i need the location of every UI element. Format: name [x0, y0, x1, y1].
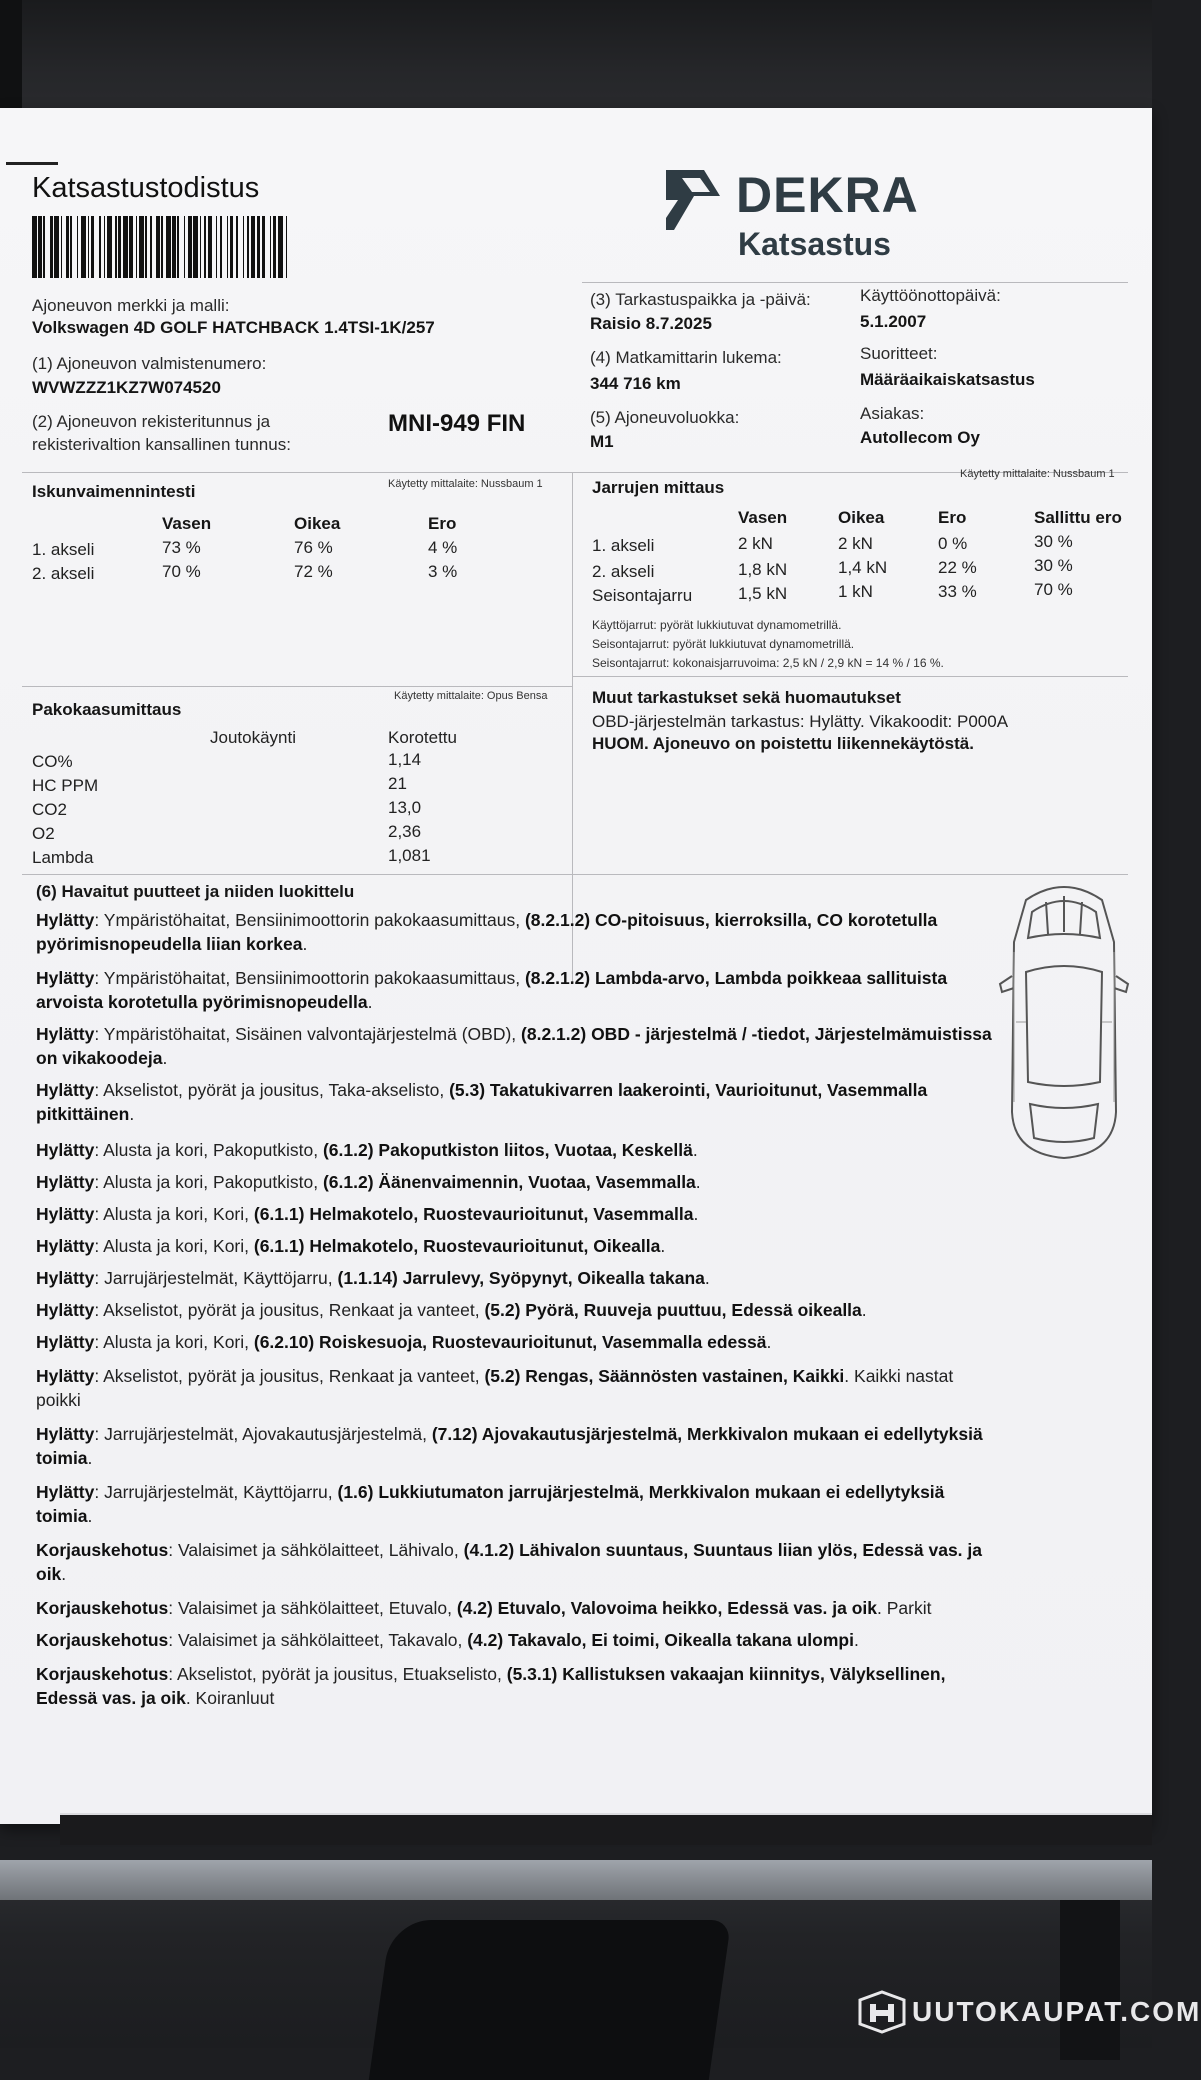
- defect-detail: (6.2.10) Roiskesuoja, Ruostevaurioitunut, Vasemmalla edessä: [253, 1332, 767, 1352]
- shock-test-device: Käytetty mittalaite: Nussbaum 1: [388, 478, 543, 490]
- watermark-text: UUTOKAUPAT.COM: [912, 1996, 1201, 2027]
- defect-remark: .: [693, 1204, 699, 1224]
- defect-remark: .: [87, 1448, 93, 1468]
- brake-col-allowed: Sallittu ero: [1034, 508, 1122, 527]
- defect-remark: .: [766, 1332, 772, 1352]
- defect-remark: . Kaikki nastat poikki: [36, 1366, 954, 1410]
- shock-axle: 2. akseli: [32, 564, 95, 583]
- exhaust-name: HC PPM: [32, 776, 99, 795]
- divider: [572, 676, 1128, 677]
- exhaust-col-high: Korotettu: [388, 728, 457, 747]
- barcode: [32, 216, 512, 278]
- defect-item: [36, 1022, 996, 1070]
- defect-category: : Alusta ja kori, Kori,: [94, 1332, 254, 1352]
- shock-left: 70 %: [162, 562, 201, 581]
- brake-test-title: Jarrujen mittaus: [592, 478, 725, 497]
- defect-item: [36, 1266, 996, 1290]
- defects-title: (6) Havaitut puutteet ja niiden luokittelu: [36, 882, 355, 901]
- performance-value: Määräaikaiskatsastus: [860, 370, 1035, 389]
- defect-category: : Akselistot, pyörät ja jousitus, Taka-akselisto,: [94, 1080, 450, 1100]
- defect-detail: (8.2.1.2) Lambda-arvo, Lambda poikkeaa sallituista arvoista korotetulla pyörimisnopeudella: [36, 968, 948, 1012]
- reg-label-line1: (2) Ajoneuvon rekisteritunnus ja: [32, 412, 271, 431]
- place-value: Raisio 8.7.2025: [590, 314, 712, 333]
- defect-status: Korjauskehotus: [36, 1540, 169, 1560]
- brake-axle: 2. akseli: [592, 562, 655, 581]
- place-label: (3) Tarkastuspaikka ja -päivä:: [590, 290, 811, 309]
- exhaust-name: O2: [32, 824, 55, 843]
- brake-diff: 0 %: [938, 534, 968, 553]
- defect-item: [36, 1480, 996, 1528]
- brake-diff: 33 %: [938, 582, 977, 601]
- shock-right: 76 %: [294, 538, 333, 557]
- defect-remark: .: [302, 934, 308, 954]
- defect-detail: (4.2) Etuvalo, Valovoima heikko, Edessä vas. ja oik: [456, 1598, 878, 1618]
- brake-note: Käyttöjarrut: pyörät lukkiutuvat dynamometrillä.: [592, 618, 842, 632]
- defect-item: [36, 1662, 996, 1710]
- defect-remark: .: [162, 1048, 168, 1068]
- defect-remark: .: [129, 1104, 135, 1124]
- defect-status: Hylätty: [36, 1366, 95, 1386]
- paper-edge: [60, 1815, 1152, 1845]
- defect-list: [0, 908, 1152, 1808]
- watermark-logo-icon: [856, 1990, 908, 2034]
- client-label: Asiakas:: [860, 404, 925, 423]
- exhaust-title: Pakokaasumittaus: [32, 700, 182, 719]
- defect-detail: (6.1.2) Pakoputkiston liitos, Vuotaa, Keskellä: [322, 1140, 693, 1160]
- defect-remark: . Parkit: [877, 1598, 932, 1618]
- brake-left: 2 kN: [738, 534, 773, 553]
- defect-item: [36, 1364, 996, 1412]
- defect-category: : Ympäristöhaitat, Sisäinen valvontajärjestelmä (OBD),: [94, 1024, 522, 1044]
- defect-detail: (1.1.14) Jarrulevy, Syöpynyt, Oikealla takana: [337, 1268, 705, 1288]
- shock-left: 73 %: [162, 538, 201, 557]
- defect-item: [36, 1170, 996, 1194]
- defect-item: [36, 1538, 996, 1586]
- defect-status: Hylätty: [36, 1482, 95, 1502]
- brake-right: 1,4 kN: [838, 558, 888, 577]
- brand-name: DEKRA: [736, 167, 919, 223]
- background-light-strip: [0, 1860, 1152, 1900]
- defect-remark: .: [853, 1630, 859, 1650]
- background-object: [369, 1920, 731, 2080]
- brake-note: Seisontajarrut: pyörät lukkiutuvat dynamometrillä.: [592, 637, 855, 651]
- brake-left: 1,8 kN: [738, 560, 788, 579]
- shock-col-left: Vasen: [162, 514, 212, 533]
- vin-value: WVWZZZ1KZ7W074520: [32, 378, 221, 397]
- defect-detail: (6.1.1) Helmakotelo, Ruostevaurioitunut, Oikealla: [253, 1236, 661, 1256]
- defect-detail: (8.2.1.2) OBD - järjestelmä / -tiedot, Järjestelmämuistissa on vikakoodeja: [36, 1024, 992, 1068]
- defect-status: Hylätty: [36, 910, 95, 930]
- defect-category: : Alusta ja kori, Kori,: [94, 1236, 254, 1256]
- defect-detail: (4.1.2) Lähivalon suuntaus, Suuntaus liian ylös, Edessä vas. ja oik: [36, 1540, 983, 1584]
- divider: [582, 282, 1128, 283]
- exhaust-high: 21: [388, 774, 407, 793]
- brake-left: 1,5 kN: [738, 584, 788, 603]
- exhaust-high: 13,0: [388, 798, 422, 817]
- exhaust-device: Käytetty mittalaite: Opus Bensa: [394, 690, 548, 702]
- defect-remark: . Koiranluut: [185, 1688, 275, 1708]
- defect-status: Hylätty: [36, 1024, 95, 1044]
- defect-detail: (4.2) Takavalo, Ei toimi, Oikealla takana ulompi: [467, 1630, 854, 1650]
- first-use-value: 5.1.2007: [860, 312, 927, 331]
- defect-detail: (1.6) Lukkiutumaton jarrujärjestelmä, Merkkivalon mukaan ei edellytyksiä toimia: [36, 1482, 945, 1526]
- defect-item: [36, 1078, 996, 1126]
- defect-detail: (5.2) Pyörä, Ruuveja puuttuu, Edessä oikealla: [484, 1300, 862, 1320]
- brake-col-right: Oikea: [838, 508, 885, 527]
- shock-col-right: Oikea: [294, 514, 341, 533]
- exhaust-name: Lambda: [32, 848, 94, 867]
- obd-result: OBD-järjestelmän tarkastus: Hylätty. Vikakoodit: P000A: [592, 712, 1009, 731]
- inspection-certificate: [0, 108, 1152, 1824]
- shock-test-title: Iskunvaimennintesti: [32, 482, 196, 501]
- other-checks-title: Muut tarkastukset sekä huomautukset: [592, 688, 901, 707]
- defect-status: Hylätty: [36, 1172, 95, 1192]
- brand-subtitle: Katsastus: [738, 226, 891, 262]
- performance-label: Suoritteet:: [860, 344, 938, 363]
- brake-col-left: Vasen: [738, 508, 788, 527]
- defect-category: : Akselistot, pyörät ja jousitus, Etuakselisto,: [168, 1664, 507, 1684]
- defect-status: Hylätty: [36, 1204, 95, 1224]
- defect-remark: .: [660, 1236, 666, 1256]
- vin-label: (1) Ajoneuvon valmistenumero:: [32, 354, 267, 373]
- corner-mark: [6, 162, 58, 165]
- document-title: Katsastustodistus: [32, 172, 260, 204]
- brake-axle: 1. akseli: [592, 536, 655, 555]
- defect-status: Hylätty: [36, 1080, 95, 1100]
- background-pole: [1060, 1900, 1120, 2060]
- defect-category: : Ympäristöhaitat, Bensiinimoottorin pakokaasumittaus,: [94, 968, 525, 988]
- defect-category: : Alusta ja kori, Pakoputkisto,: [94, 1172, 323, 1192]
- shock-axle: 1. akseli: [32, 540, 95, 559]
- defect-category: : Valaisimet ja sähkölaitteet, Lähivalo,: [168, 1540, 464, 1560]
- exhaust-name: CO%: [32, 752, 73, 771]
- defect-category: : Alusta ja kori, Pakoputkisto,: [94, 1140, 323, 1160]
- defect-item: [36, 1138, 996, 1162]
- defect-item: [36, 1298, 996, 1322]
- defect-remark: .: [704, 1268, 710, 1288]
- exhaust-high: 1,081: [388, 846, 431, 865]
- defect-item: [36, 908, 996, 956]
- defect-category: : Valaisimet ja sähkölaitteet, Takavalo,: [168, 1630, 468, 1650]
- reg-label-line2: rekisterivaltion kansallinen tunnus:: [32, 435, 291, 454]
- first-use-label: Käyttöönottopäivä:: [860, 286, 1001, 305]
- brake-allowed: 30 %: [1034, 532, 1073, 551]
- brake-right: 1 kN: [838, 582, 873, 601]
- defect-detail: (6.1.1) Helmakotelo, Ruostevaurioitunut, Vasemmalla: [253, 1204, 694, 1224]
- defect-item: [36, 1234, 996, 1258]
- defect-remark: .: [692, 1140, 698, 1160]
- shock-right: 72 %: [294, 562, 333, 581]
- shock-col-diff: Ero: [428, 514, 457, 533]
- defect-status: Hylätty: [36, 1268, 95, 1288]
- brake-diff: 22 %: [938, 558, 977, 577]
- dekra-logo-icon: [664, 168, 726, 232]
- odometer-value: 344 716 km: [590, 374, 681, 393]
- divider: [22, 686, 572, 687]
- defect-status: Hylätty: [36, 1236, 95, 1256]
- defect-item: [36, 1202, 996, 1226]
- brake-allowed: 70 %: [1034, 580, 1073, 599]
- defect-status: Hylätty: [36, 1424, 95, 1444]
- background-top: [0, 0, 1152, 125]
- registration-number: MNI-949 FIN: [388, 410, 526, 437]
- defect-status: Korjauskehotus: [36, 1630, 169, 1650]
- defect-remark: .: [87, 1506, 93, 1526]
- defect-category: : Jarrujärjestelmät, Käyttöjarru,: [94, 1482, 338, 1502]
- make-value: Volkswagen 4D GOLF HATCHBACK 1.4TSI-1K/257: [32, 318, 435, 337]
- make-label: Ajoneuvon merkki ja malli:: [32, 296, 230, 315]
- exhaust-high: 1,14: [388, 750, 422, 769]
- defect-detail: (5.3) Takatukivarren laakerointi, Vaurioitunut, Vasemmalla pitkittäinen: [36, 1080, 928, 1124]
- defect-detail: (7.12) Ajovakautusjärjestelmä, Merkkivalon mukaan ei edellytyksiä toimia: [36, 1424, 983, 1468]
- class-value: M1: [590, 432, 614, 451]
- defect-status: Hylätty: [36, 968, 95, 988]
- brake-col-diff: Ero: [938, 508, 967, 527]
- brake-axle: Seisontajarru: [592, 586, 693, 605]
- defect-remark: .: [861, 1300, 867, 1320]
- divider: [22, 874, 1128, 875]
- brake-test-device: Käytetty mittalaite: Nussbaum 1: [960, 468, 1115, 480]
- defect-category: : Jarrujärjestelmät, Käyttöjarru,: [94, 1268, 338, 1288]
- defect-remark: .: [367, 992, 373, 1012]
- client-value: Autollecom Oy: [860, 428, 980, 447]
- defect-item: [36, 1628, 996, 1652]
- defect-remark: .: [61, 1564, 67, 1584]
- defect-detail: (6.1.2) Äänenvaimennin, Vuotaa, Vasemmalla: [322, 1172, 696, 1192]
- defect-category: : Akselistot, pyörät ja jousitus, Renkaat ja vanteet,: [94, 1366, 485, 1386]
- removed-from-traffic-note: HUOM. Ajoneuvo on poistettu liikennekäytöstä.: [592, 734, 974, 753]
- defect-status: Korjauskehotus: [36, 1598, 169, 1618]
- defect-item: [36, 966, 996, 1014]
- defect-remark: .: [695, 1172, 701, 1192]
- brake-right: 2 kN: [838, 534, 873, 553]
- defect-category: : Alusta ja kori, Kori,: [94, 1204, 254, 1224]
- defect-status: Hylätty: [36, 1300, 95, 1320]
- shock-diff: 3 %: [428, 562, 458, 581]
- defect-detail: (5.2) Rengas, Säännösten vastainen, Kaikki: [484, 1366, 845, 1386]
- brake-allowed: 30 %: [1034, 556, 1073, 575]
- defect-category: : Akselistot, pyörät ja jousitus, Renkaat ja vanteet,: [94, 1300, 485, 1320]
- defect-item: [36, 1330, 996, 1354]
- defect-item: [36, 1422, 996, 1470]
- defect-status: Hylätty: [36, 1140, 95, 1160]
- exhaust-name: CO2: [32, 800, 67, 819]
- defect-status: Hylätty: [36, 1332, 95, 1352]
- defect-item: [36, 1596, 996, 1620]
- class-label: (5) Ajoneuvoluokka:: [590, 408, 740, 427]
- defect-detail: (8.2.1.2) CO-pitoisuus, kierroksilla, CO korotetulla pyörimisnopeudella liian korkea: [36, 910, 938, 954]
- odometer-label: (4) Matkamittarin lukema:: [590, 348, 782, 367]
- defect-status: Korjauskehotus: [36, 1664, 169, 1684]
- shock-diff: 4 %: [428, 538, 458, 557]
- exhaust-col-idle: Joutokäynti: [210, 728, 296, 747]
- dekra-logo: [664, 168, 726, 237]
- exhaust-high: 2,36: [388, 822, 422, 841]
- defect-detail: (5.3.1) Kallistuksen vakaajan kiinnitys, Välyksellinen, Edessä vas. ja oik: [36, 1664, 946, 1708]
- watermark: [856, 1990, 1201, 2034]
- defect-category: : Ympäristöhaitat, Bensiinimoottorin pakokaasumittaus,: [94, 910, 525, 930]
- brake-note: Seisontajarrut: kokonaisjarruvoima: 2,5 kN / 2,9 kN = 14 % / 16 %.: [592, 656, 944, 670]
- defect-category: : Valaisimet ja sähkölaitteet, Etuvalo,: [168, 1598, 457, 1618]
- defect-category: : Jarrujärjestelmät, Ajovakautusjärjestelmä,: [94, 1424, 432, 1444]
